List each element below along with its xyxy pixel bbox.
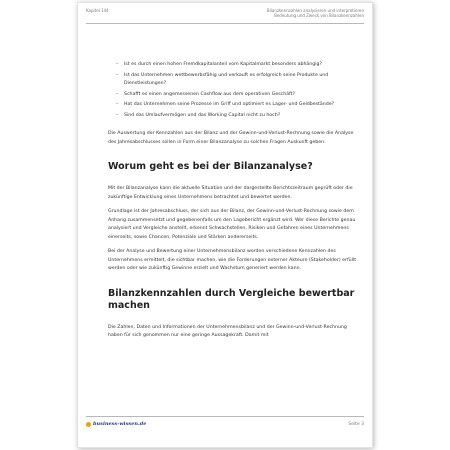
header-titles	[267, 8, 364, 18]
question-item	[116, 61, 358, 70]
question-text: Ist das Unternehmen wettbewerbsfähig und verkauft es erfolgreich seine Produkte und Dienstleistungen?	[124, 72, 329, 86]
bullet-dash: –	[116, 102, 119, 107]
header-title-line-1: Bilanzkennzahlen analysieren und interpretieren	[266, 8, 364, 13]
paragraph-intro: Die Auswertung der Kennzahlen aus der Bilanz und der Gewinn-und-Verlust-Rechnung sowie die Analyse des Jahresabschlusses sollen in Form einer Bilanzanalyse zu solchen Fragen Auskunft geben.	[108, 131, 354, 145]
page-header	[86, 7, 364, 24]
header-title-line-2: Bedeutung und Zweck von Bilanzkennzahlen	[274, 13, 364, 18]
question-text: Schafft es einen angemessenen Cashflow aus dem operativen Geschäft?	[124, 91, 295, 97]
chapter-label: Kapitel 144	[86, 8, 109, 13]
paragraph-bilanzanalyse: Mit der Bilanzanalyse kann die aktuelle Situation und der dargestellte Berichtszeitraum geprüft oder die zukünftige Entwicklung eines Unternehmens betrachtet und bewertet werden.	[108, 186, 353, 200]
paragraph-bewertung: Bei der Analyse und Bewertung einer Unternehmensbilanz werden verschiedene Kennzahlen des Unternehmens ermittelt, die sichtbar machen, wie die Forderungen externer Akteure (Stakeholder) erfüllt werden oder wie zukünftig Gewinne erzielt und Wachstum generiert werden kann.	[108, 249, 357, 271]
question-item	[116, 112, 358, 121]
page-number: Seite 3	[348, 422, 364, 427]
document-page	[77, 2, 373, 448]
paragraph-grundlage: Grundlage ist der Jahresabschluss, der sich aus der Bilanz, der Gewinn-und-Verlust-Rechnung sowie dem Anhang zusammensetzt und gegebenenfalls um den Lagebericht ergänzt wird. Wer diese Berichte genau analysiert und Vergleiche anstellt, erkennt Schwachstellen, Risiken und Gefahren eines Unternehmens einerseits, sowie Chancen, Potenziale und Stärken andererseits.	[108, 209, 356, 240]
question-list	[108, 61, 358, 120]
logo-dot-icon	[86, 422, 91, 427]
page-content	[108, 61, 358, 347]
question-item	[116, 91, 358, 100]
paragraph-vergleiche: Die Zahlen, Daten und Informationen der Unternehmensbilanz und der Gewinn-und-Verlust-Rechnung haben für sich genommen nur eine geringe Aussagekraft. Damit mit	[108, 324, 347, 338]
bullet-dash: –	[116, 72, 119, 78]
question-text: Sind das Umlaufvermögen und das Working Capital nicht zu hoch?	[124, 112, 281, 118]
question-text: Hat das Unternehmen seine Prozesse im Griff und optimiert es Lager- und Geldbestände?	[124, 102, 335, 107]
section-heading-bilanzanalyse: Worum geht es bei der Bilanzanalyse?	[108, 161, 313, 172]
bullet-dash: –	[116, 112, 119, 118]
page-footer	[86, 416, 364, 431]
question-item	[116, 101, 358, 110]
logo-text: business-wissen.de	[93, 421, 147, 427]
question-item	[116, 72, 358, 89]
section-heading-vergleiche: Bilanzkennzahlen durch Vergleiche bewertbar machen	[108, 287, 355, 311]
site-logo[interactable]	[86, 421, 146, 427]
question-text: Ist es durch einen hohen Fremdkapitalanteil vom Kapitalmarkt besonders abhängig?	[124, 62, 323, 67]
bullet-dash: –	[116, 91, 119, 97]
bullet-dash: –	[116, 62, 119, 67]
